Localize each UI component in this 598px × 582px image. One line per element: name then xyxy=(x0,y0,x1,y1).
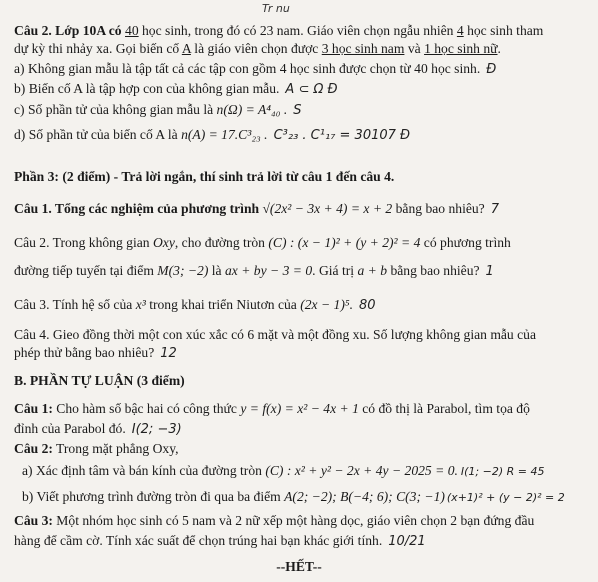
p3-q4-line1: Câu 4. Gieo đồng thời một con xúc xắc có 6 mặt và một đồng xu. Số lượng không gian mẫu của xyxy=(14,327,536,342)
p3-q2-answer: 1 xyxy=(485,264,494,279)
q2-option-c: c) Số phần tử của không gian mẫu là n(Ω) = A⁴₄₀ . S xyxy=(14,102,302,118)
essay-q2: Câu 2: Trong mặt phẳng Oxy, xyxy=(14,441,179,456)
essay-q1-answer: I(2; −3) xyxy=(131,422,182,437)
p3-q3-answer: 80 xyxy=(359,298,376,313)
essay-q2b: b) Viết phương trình đường tròn đi qua ba điểm A(2; −2); B(−4; 6); C(3; −1) (x+1)² + (y − 2)² = 2 xyxy=(22,489,565,504)
p3-q2-line1: Câu 2. Trong không gian Oxy, cho đường tròn (C) : (x − 1)² + (y + 2)² = 4 có phương trình xyxy=(14,235,511,250)
essay-q2a: a) Xác định tâm và bán kính của đường tròn (C) : x² + y² − 2x + 4y − 2025 = 0. I(1; −2) R = 45 xyxy=(22,463,545,478)
part3-heading: Phần 3: (2 điểm) - Trả lời ngắn, thí sinh trả lời từ câu 1 đến câu 4. xyxy=(14,169,395,184)
q2-c-answer: S xyxy=(293,103,302,118)
essay-heading: B. PHẦN TỰ LUẬN (3 điểm) xyxy=(14,373,185,388)
p3-q2-line2: đường tiếp tuyến tại điểm M(3; −2) là ax + by − 3 = 0. Giá trị a + b bằng bao nhiêu? 1 xyxy=(14,263,494,279)
q2-option-d: d) Số phần tử của biến cố A là n(A) = 17.C³₂₃ . C³₂₃ . C¹₁₇ = 30107 Đ xyxy=(14,127,411,143)
essay-q1-line2: đỉnh của Parabol đó. I(2; −3) xyxy=(14,421,182,437)
p3-q1-answer: 7 xyxy=(490,202,499,217)
essay-q3-answer: 10/21 xyxy=(388,534,426,549)
q2-d-answer: C³₂₃ . C¹₁₇ = 30107 Đ xyxy=(273,128,411,143)
q2-line2: dự kỳ thi nhảy xa. Gọi biến cố A là giáo viên chọn được 3 học sinh nam và 1 học sinh nữ. xyxy=(14,41,501,56)
essay-q3-line2: hàng để cầm cờ. Tính xác suất để chọn trúng hai bạn khác giới tính. 10/21 xyxy=(14,533,426,549)
essay-q2b-answer: (x+1)² + (y − 2)² = 2 xyxy=(446,491,565,504)
p3-q1: Câu 1. Tổng các nghiệm của phương trình √(2x² − 3x + 4) = x + 2 bằng bao nhiêu? 7 xyxy=(14,201,499,217)
essay-q2a-answer: I(1; −2) R = 45 xyxy=(460,465,545,478)
q2-option-a: a) Không gian mẫu là tập tất cả các tập con gồm 4 học sinh được chọn từ 40 học sinh. Đ xyxy=(14,61,497,77)
q2-a-answer: Đ xyxy=(486,62,497,77)
end-marker: --HẾT-- xyxy=(276,559,322,574)
p3-q3: Câu 3. Tính hệ số của x³ trong khai triển Niutơn của (2x − 1)⁵. 80 xyxy=(14,297,376,313)
p3-q4-line2: phép thử bằng bao nhiêu? 12 xyxy=(14,345,177,361)
q2-line1: Câu 2. Lớp 10A có 40 học sinh, trong đó có 23 nam. Giáo viên chọn ngẫu nhiên 4 học sinh tham xyxy=(14,23,544,38)
top-handwriting: Tr nu xyxy=(262,2,290,15)
p3-q4-answer: 12 xyxy=(160,346,177,361)
essay-q3-line1: Câu 3: Một nhóm học sinh có 5 nam và 2 nữ xếp một hàng dọc, giáo viên chọn 2 bạn đứng đầu xyxy=(14,513,535,528)
q2-option-b: b) Biến cố A là tập hợp con của không gian mẫu. A ⊂ Ω Đ xyxy=(14,81,338,97)
essay-q1-line1: Câu 1: Cho hàm số bậc hai có công thức y = f(x) = x² − 4x + 1 có đồ thị là Parabol, tìm tọa độ xyxy=(14,401,530,416)
q2-b-answer: A ⊂ Ω Đ xyxy=(285,82,338,97)
